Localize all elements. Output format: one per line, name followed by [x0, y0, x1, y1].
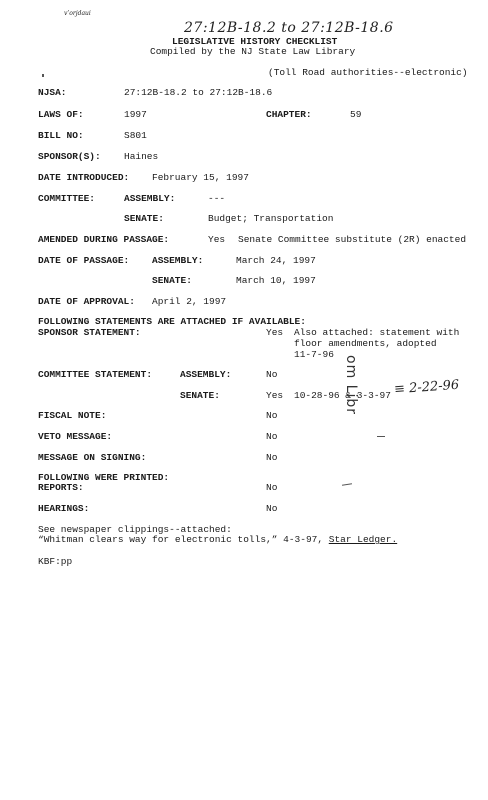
njsa-value: 27:12B-18.2 to 27:12B-18.6 [124, 87, 273, 98]
committee-statement-assembly-label: ASSEMBLY: [180, 369, 232, 380]
compiled-by: Compiled by the NJ State Law Library [150, 46, 356, 57]
hearings-label: HEARINGS: [38, 503, 90, 514]
njsa-label: NJSA: [38, 87, 67, 98]
stamp-dash [377, 436, 385, 437]
subject-line: (Toll Road authorities--electronic) [268, 67, 468, 78]
veto-message-value: No [266, 431, 278, 442]
amended-value: Yes [208, 234, 226, 245]
passage-senate-value: March 10, 1997 [236, 275, 316, 286]
date-of-passage-label: DATE OF PASSAGE: [38, 255, 130, 266]
sponsor-statement-label: SPONSOR STATEMENT: [38, 327, 141, 338]
handwritten-senate-date: ≡ 2-22-96 [393, 377, 460, 398]
library-stamp [334, 352, 360, 462]
chapter-value: 59 [350, 109, 362, 120]
committee-senate-label: SENATE: [124, 213, 164, 224]
clipping-headline: “Whitman clears way for electronic tolls,” 4-3-97, [38, 534, 324, 545]
committee-label: COMMITTEE: [38, 193, 96, 204]
veto-message-label: VETO MESSAGE: [38, 431, 113, 442]
amended-label: AMENDED DURING PASSAGE: [38, 234, 170, 245]
stray-mark [42, 74, 44, 77]
document-title: LEGISLATIVE HISTORY CHECKLIST [172, 36, 338, 47]
bill-no-label: BILL NO: [38, 130, 84, 141]
clipping-source: Star Ledger. [328, 534, 398, 545]
laws-of-value: 1997 [124, 109, 147, 120]
hearings-value: No [266, 503, 278, 514]
clipping-text [38, 534, 397, 545]
committee-statement-senate-value: Yes [266, 390, 284, 401]
committee-statement-label: COMMITTEE STATEMENT: [38, 369, 153, 380]
message-on-signing-value: No [266, 452, 278, 463]
stamp-squiggle [342, 483, 352, 485]
sponsor-statement-note-3: 11-7-96 [294, 349, 334, 360]
passage-senate-label: SENATE: [152, 275, 192, 286]
committee-assembly-label: ASSEMBLY: [124, 193, 176, 204]
bill-no-value: S801 [124, 130, 147, 141]
date-introduced-label: DATE INTRODUCED: [38, 172, 130, 183]
date-of-approval-label: DATE OF APPROVAL: [38, 296, 135, 307]
statements-heading: FOLLOWING STATEMENTS ARE ATTACHED IF AVAILABLE: [38, 316, 306, 327]
sponsor-statement-value: Yes [266, 327, 284, 338]
sponsor-statement-note-1: Also attached: statement with [294, 327, 460, 338]
passage-assembly-label: ASSEMBLY: [152, 255, 204, 266]
initials: KBF:pp [38, 556, 73, 567]
handwritten-statute-note: 27:12B-18.2 to 27:12B-18.6 [184, 20, 394, 36]
committee-assembly-value: --- [208, 193, 226, 204]
library-stamp-text: om Libr [343, 355, 359, 415]
amended-note: Senate Committee substitute (2R) enacted [238, 234, 467, 245]
fiscal-note-value: No [266, 410, 278, 421]
see-clippings-line: See newspaper clippings--attached: [38, 524, 232, 535]
committee-statement-senate-dates: 10-28-96 & 3-3-97 [294, 390, 391, 401]
fiscal-note-label: FISCAL NOTE: [38, 410, 107, 421]
message-on-signing-label: MESSAGE ON SIGNING: [38, 452, 147, 463]
reports-label: REPORTS: [38, 482, 84, 493]
date-of-approval-value: April 2, 1997 [152, 296, 227, 307]
laws-of-label: LAWS OF: [38, 109, 84, 120]
sponsor-statement-note-2: floor amendments, adopted [294, 338, 437, 349]
committee-statement-assembly-value: No [266, 369, 278, 380]
reports-value: No [266, 482, 278, 493]
date-introduced-value: February 15, 1997 [152, 172, 249, 183]
passage-assembly-value: March 24, 1997 [236, 255, 316, 266]
handwritten-senate-date-text: 2-22-96 [408, 377, 460, 397]
committee-statement-senate-label: SENATE: [180, 390, 220, 401]
printed-heading: FOLLOWING WERE PRINTED: [38, 472, 170, 483]
sponsors-label: SPONSOR(S): [38, 151, 101, 162]
committee-senate-value: Budget; Transportation [208, 213, 334, 224]
sponsors-value: Haines [124, 151, 159, 162]
handwritten-scribble: v’orjdaui [64, 10, 91, 17]
chapter-label: CHAPTER: [266, 109, 312, 120]
